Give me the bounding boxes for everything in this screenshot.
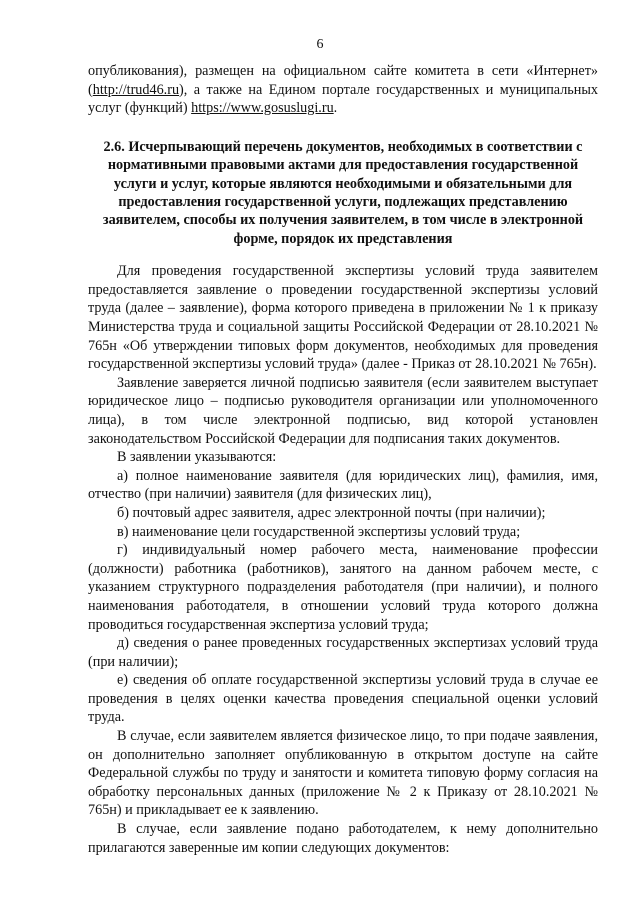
list-item-b: б) почтовый адрес заявителя, адрес электронной почты (при наличии); (117, 504, 546, 521)
list-item-d: д) сведения о ранее проведенных государственных экспертизах условий труда (при наличии); (88, 635, 598, 670)
list-item-v: в) наименование цели государственной экспертизы условий труда; (117, 523, 521, 540)
trud46-link[interactable]: http://trud46.ru (92, 81, 180, 98)
list-item-e: е) сведения об оплате государственной экспертизы условий труда в случае ее проведения в целях оценки качества проведения специальной оценки условий труда. (88, 672, 598, 726)
list-item-a: а) полное наименование заявителя (для юридических лиц), фамилия, имя, отчество (при наличии) заявителя (для физических лиц), (88, 467, 598, 503)
intro-text-2: ), а также на Едином портале государственных и муниципальных услуг (функций) (88, 81, 598, 117)
intro-text-3: . (333, 100, 338, 117)
paragraph-application: Для проведения государственной экспертизы условий труда заявителем предоставляется заявление о проведении государственной экспертизы условий труда (далее – заявление), форма которого приведена в приложении № 1 к приказу Министерства труда и социальной защиты Российской Федерации от 28.10.2021 № 765н «Об утверждении типовых форм документов, необходимых для проведения государственной экспертизы условий труда» (далее - Приказ от 28.10.2021 № 765н). (88, 263, 598, 373)
paragraph-signature: Заявление заверяется личной подписью заявителя (если заявителем выступает юридическое лицо – подписью руководителя организации или уполномоченного лица), в том числе электронной подписью, вид которой установлен законодательством Российской Федерации для подписания таких документов. (88, 374, 598, 447)
page-number: 6 (316, 37, 324, 52)
intro-paragraph (88, 62, 598, 118)
section-heading: 2.6. Исчерпывающий перечень документов, необходимых в соответствии с нормативными правовыми актами для предоставления государственной услуги и услуг, которые являются необходимыми и обязательными для предоставления государственной услуги, подлежащих представлению заявителем, способы их получения заявителем, в том числе в электронной форме, порядок их представления (102, 138, 584, 247)
paragraph-individual: В случае, если заявителем является физическое лицо, то при подаче заявления, он дополнительно заполняет опубликованную в открытом доступе на сайте Федеральной службы по труду и занятости и комитета типовую форму согласия на обработку персональных данных (приложение № 2 к Приказу от 28.10.2021 № 765н) и прикладывает ее к заявлению. (88, 728, 598, 819)
list-item-g: г) индивидуальный номер рабочего места, наименование профессии (должности) работника (работников), занятого на данном рабочем месте, с указанием структурного подразделения работодателя (при наличии), и полного наименования работодателя, в отношении условий труда которого должна проводиться государственная экспертиза условий труда; (88, 542, 598, 633)
paragraph-list-intro: В заявлении указываются: (117, 449, 277, 466)
gosuslugi-link[interactable]: https://www.gosuslugi.ru (191, 100, 334, 117)
paragraph-employer: В случае, если заявление подано работодателем, к нему дополнительно прилагаются заверенные им копии следующих документов: (88, 821, 598, 856)
intro-text-1: опубликования), размещен на официальном сайте комитета в сети «Интернет» ( (88, 63, 598, 98)
document-body (88, 62, 598, 857)
